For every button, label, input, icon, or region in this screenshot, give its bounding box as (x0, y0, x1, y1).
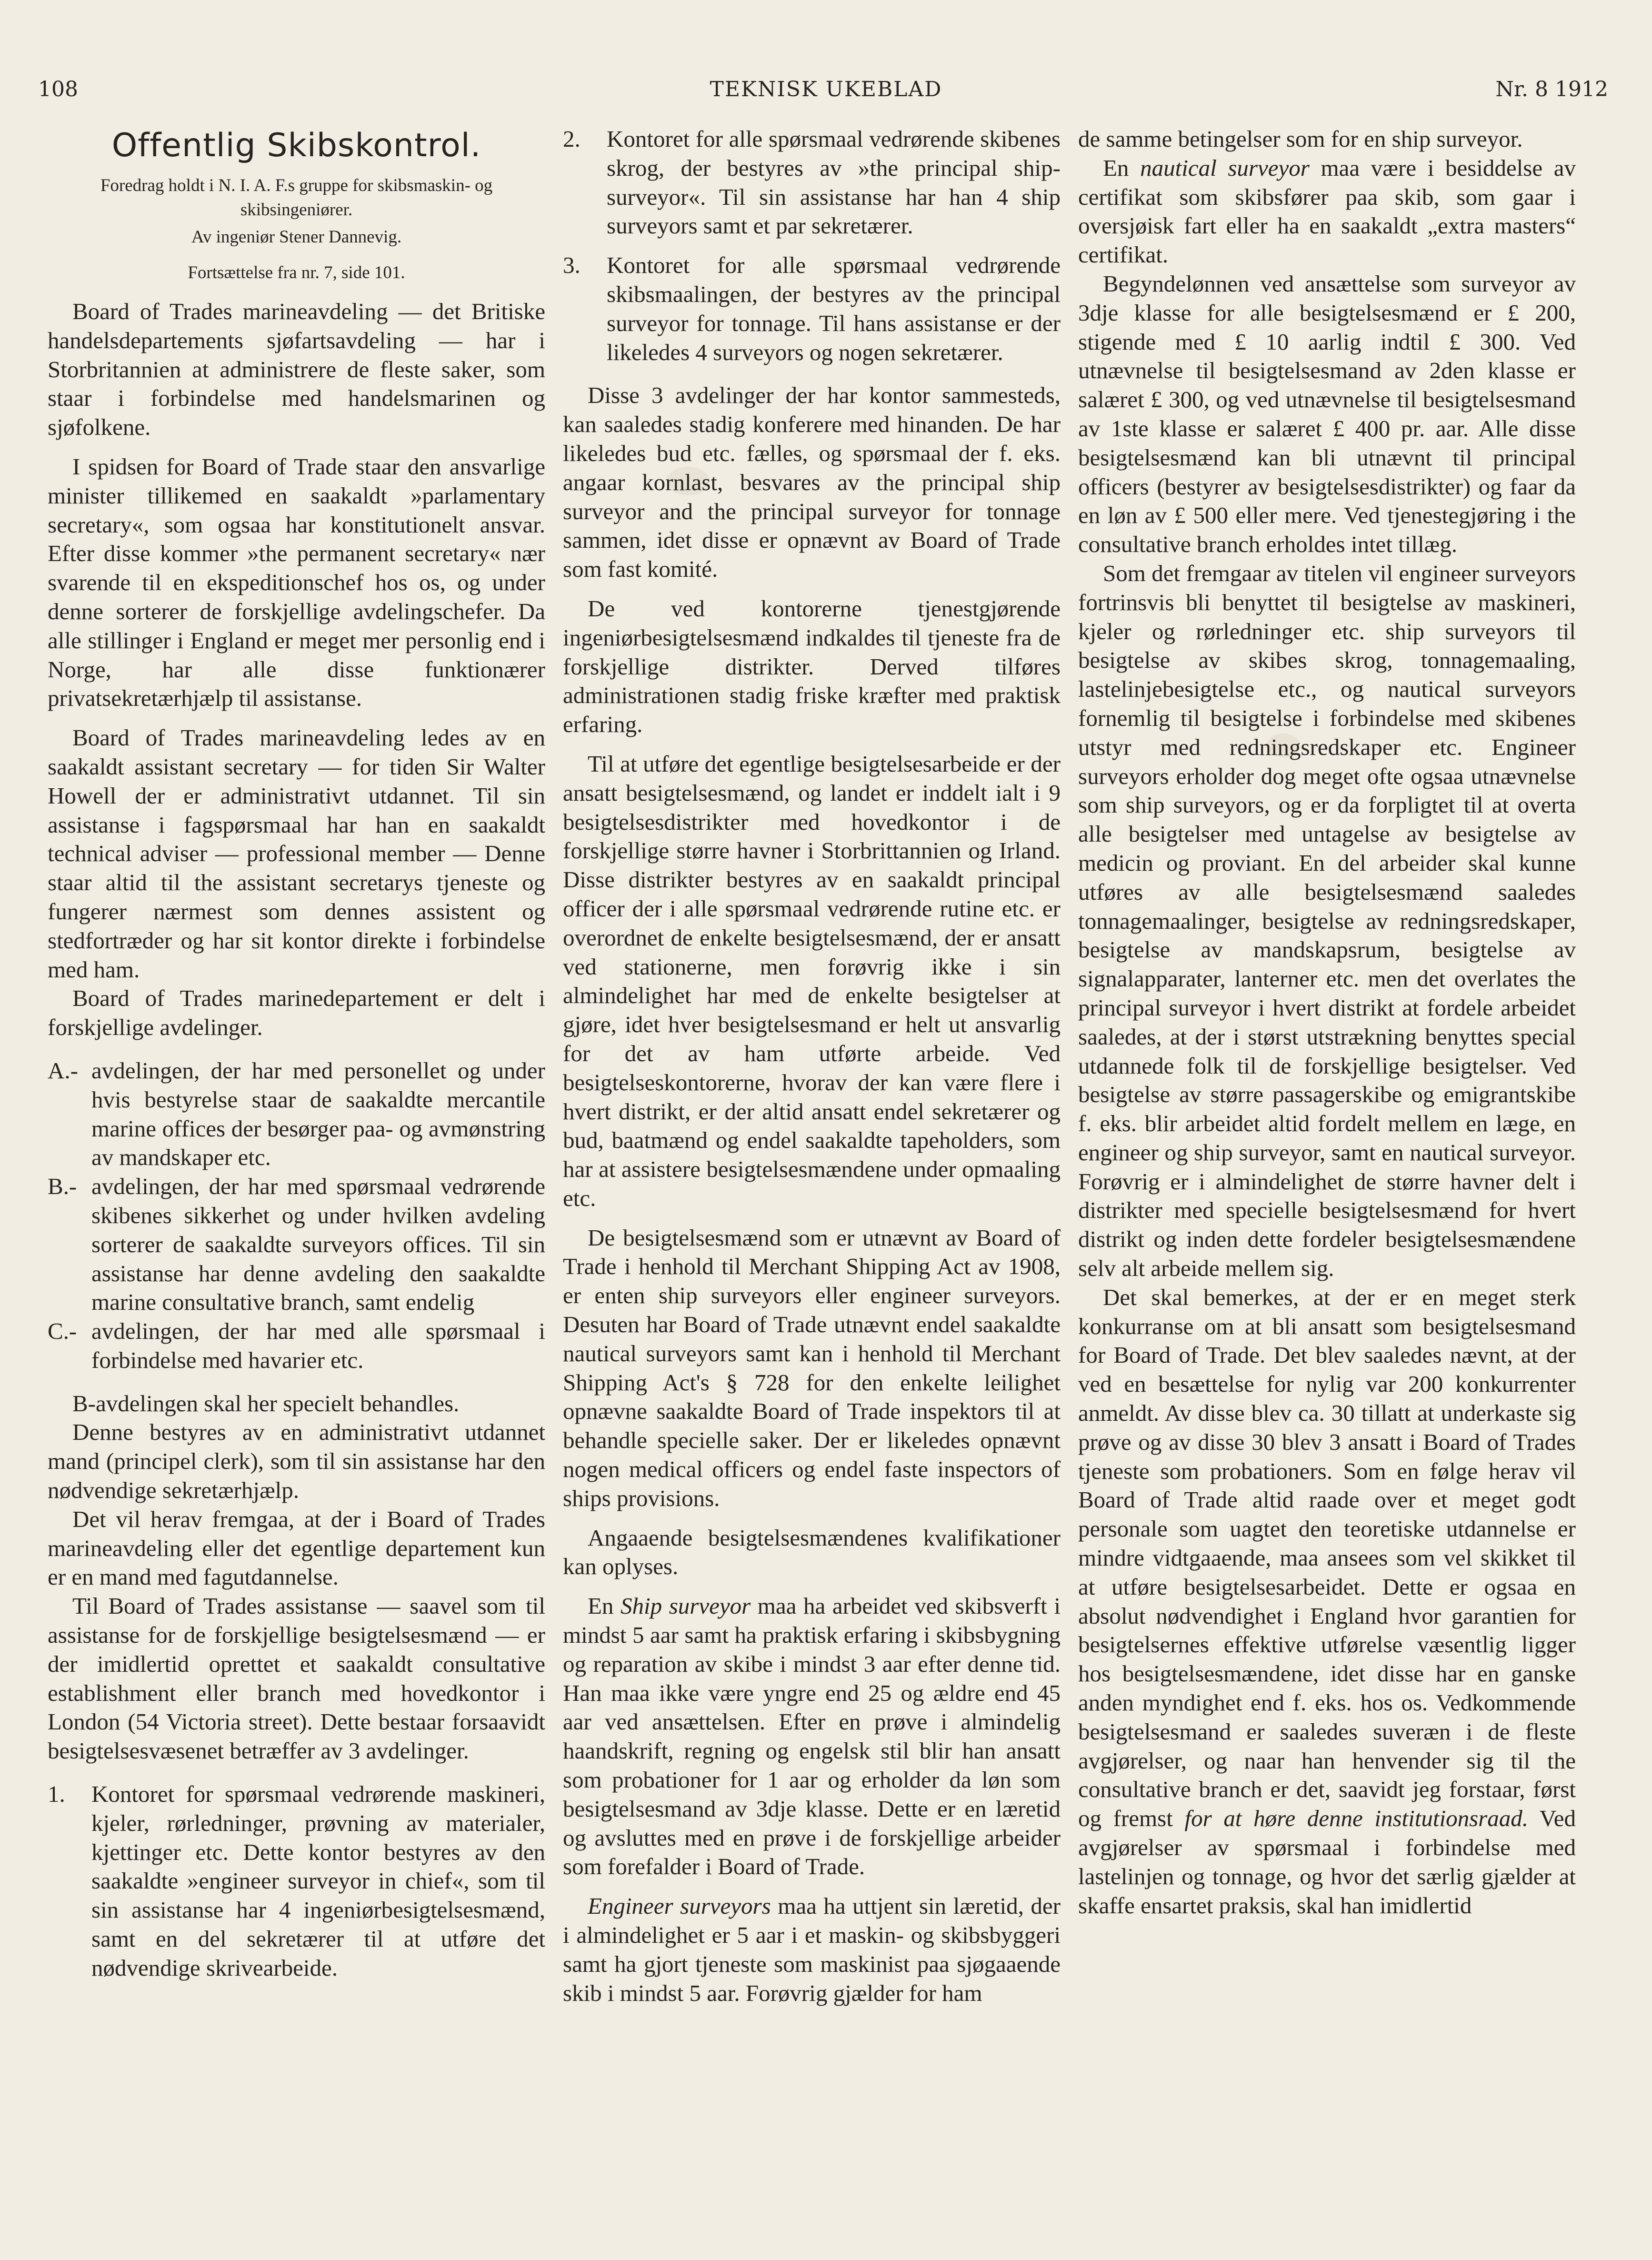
paragraph: De ved kontorerne tjenestgjørende ingeniørbesigtelsesmænd indkaldes til tjeneste fra de forskjellige distrikter. Derved tilføres administrationen stadig friske kræfter med praktisk erfaring. (563, 595, 1061, 738)
paragraph: Board of Trades marineavdeling ledes av en saakaldt assistant secretary — for tiden Sir Walter Howell der er administrativt utdannet. Til sin assistanse i fagspørsmaal har han en saakaldt technical adviser — professional member — Denne staar altid til the assistant secretarys tjeneste og fungerer nærmest som dennes assistent og stedfortræder og har sit kontor direkte i forbindelse med ham. (48, 724, 545, 983)
list-label: B.- (48, 1173, 77, 1200)
list-label: C.- (48, 1318, 77, 1345)
page-header (0, 0, 1652, 124)
paragraph: de samme betingelser som for en ship surveyor. (1078, 126, 1523, 152)
article-subtitle: Foredrag holdt i N. I. A. F.s gruppe for skibsmaskin- og skibsingeniører. (100, 176, 493, 220)
column-3 (1078, 125, 1576, 1920)
paragraph (563, 1892, 1061, 2008)
column-2 (563, 125, 1061, 2008)
numbered-label: 1. (48, 1781, 65, 1808)
numbered-item (563, 251, 1061, 367)
paragraph: Board of Trades marineavdeling — det Britiske handelsdepartements sjøfartsavdeling — har i Storbritannien at administrere de fleste saker, som staar i forbindelse med handelsmarinen og sjøfolkene. (48, 298, 545, 441)
text-run: maa ha uttjent sin læretid, der i almindelighet er 5 aar i et maskin- og skibsbyggeri samt ha gjort tjeneste som maskinist paa sjøgaaende skib i mindst 5 aar. Forøvrig gjælder for ham (563, 1893, 1061, 2006)
continuation-note: Fortsættelse fra nr. 7, side 101. (188, 263, 405, 282)
list-text: avdelingen, der har med spørsmaal vedrørende skibenes sikkerhet og under hvilken avdeling sorterer de saakaldte surveyors offices. Til sin assistanse har denne avdeling den saakaldte marine consultative branch, samt endelig (91, 1173, 545, 1316)
paragraph: De besigtelsesmænd som er utnævnt av Board of Trade i henhold til Merchant Shipping Act av 1908, er enten ship surveyors eller engineer surveyors. Desuten har Board of Trade utnævnt endel saakaldte nautical surveyors samt kan i henhold til Merchant Shipping Act's § 728 for den enkelte leilighet opnævne saakaldte Board of Trade inspektors til at behandle specielle saker. Der er likeledes opnævnt nogen medical officers og endel faste inspectors of ships provisions. (563, 1224, 1061, 1511)
page-number: 108 (38, 77, 78, 101)
paragraph: Til Board of Trades assistanse — saavel som til assistanse for de forskjellige besigtelsesmænd — er der imidlertid oprettet et saakaldt consultative establishment eller branch med hovedkontor i London (54 Victoria street). Dette bestaar forsaavidt besigtelsesvæsenet betræffer av 3 avdelinger. (48, 1593, 545, 1764)
paragraph (563, 1592, 1061, 1881)
text-run: En (1103, 154, 1129, 181)
journal-title: TEKNISK UKEBLAD (710, 77, 942, 101)
list-item (48, 1056, 545, 1172)
article-author: Av ingeniør Stener Dannevig. (191, 227, 402, 247)
text-run: maa ha arbeidet ved skibsverft i mindst 5 aar samt ha praktisk erfaring i skibsbygning og reparation av skibe i mindst 3 aar efter denne tid. Han maa ikke være yngre end 25 og ældre end 45 aar ved ansættelsen. Efter en prøve i almindelig haandskrift, regning og engelsk stil blir han ansatt som probationer for 1 aar og erholder da løn som besigtelsesmand av 3dje klasse. Dette er en læretid og avsluttes med en prøve i de forskjellige arbeider som forefalder i Board of Trade. (563, 1593, 1061, 1880)
text-run: maa være i besiddelse av certifikat som skibsfører paa skib, som gaar i oversjøisk fart eller ha en saakaldt „extra masters“ certifikat. (1078, 154, 1576, 268)
numbered-text: Kontoret for spørsmaal vedrørende maskineri, kjeler, rørledninger, prøvning av materialer, kjettinger etc. Dette kontor bestyres av den saakaldte »engineer surveyor in chief«, som til sin assistanse har 4 ingeniørbesigtelsesmænd, samt en del sekretærer til at utføre det nødvendige skrivearbeide. (91, 1781, 545, 1981)
paragraph: Disse 3 avdelinger der har kontor sammesteds, kan saaledes stadig konferere med hinanden. De har likeledes bud etc. fælles, og spørsmaal der f. eks. angaar kornlast, besvares av the principal ship surveyor and the principal surveyor for tonnage sammen, idet disse er opnævnt av Board of Trade som fast komité. (563, 382, 1061, 583)
list-label: A.- (48, 1057, 78, 1084)
numbered-item (563, 125, 1061, 241)
paragraph: I spidsen for Board of Trade staar den ansvarlige minister tillikemed en saakaldt »parlamentary secretary«, som ogsaa har konstitutionelt ansvar. Efter disse kommer »the permanent secretary« nær svarende til en ekspeditionschef hos os, og under denne sorterer de forskjellige avdelingschefer. Da alle stillinger i England er meget mer personlig end i Norge, har alle disse funktionærer privatsekretærhjælp til assistanse. (48, 453, 545, 712)
list-text: avdelingen, der har med personellet og under hvis bestyrelse staar de saakaldte mercantile marine offices der besørger paa- og avmønstring av mandskaper etc. (91, 1057, 545, 1171)
paragraph: Begyndelønnen ved ansættelse som surveyor av 3dje klasse for alle besigtelsesmænd er £ 200, stigende med £ 10 aarlig indtil £ 300. Ved utnævnelse til besigtelsesmand av 2den klasse er salæret £ 300, og ved utnævnelse til besigtelsesmand av 1ste klasse er salæret £ 400 pr. aar. Alle disse besigtelsesmænd kan bli utnævnt til principal officers (bestyrer av besigtelsesdistrikter) og faar da en løn av £ 500 eller mere. Ved tjenestegjøring i the consultative branch erholdes intet tillæg. (1078, 270, 1576, 558)
paragraph: Denne bestyres av en administrativt utdannet mand (principel clerk), som til sin assistanse har den nødvendige sekretærhjælp. (48, 1419, 545, 1504)
numbered-label: 3. (563, 252, 581, 279)
paragraph: Til at utføre det egentlige besigtelsesarbeide er der ansatt besigtelsesmænd, og landet er inddelt ialt i 9 besigtelsesdistrikter med hovedkontor i de forskjellige større havner i Storbrittannien og Irland. Disse distrikter bestyres av en saakaldt principal officer der i alle spørsmaal vedrørende rutine etc. er overordnet de enkelte besigtelsesmænd, der er ansatt ved stationerne, men forøvrig ikke i sin almindelighet har med de enkelte besigtelser at gjøre, idet hver besigtelsesmand er helt ut ansvarlig for det av ham utførte arbeide. Ved besigtelseskontorerne, hvorav der kan være flere i hvert distrikt, er der altid ansatt endel sekretærer og bud, baatmænd og endel saakaldte tapeholders, som har at assistere besigtelsesmændene under opmaaling etc. (563, 750, 1061, 1211)
paragraph: B-avdelingen skal her specielt behandles. (72, 1390, 460, 1416)
text-run: En (588, 1593, 614, 1619)
paragraph (1078, 1283, 1576, 1920)
numbered-text: Kontoret for alle spørsmaal vedrørende skibsmaalingen, der bestyres av the principal surveyor for tonnage. Til hans assistanse er der likeledes 4 surveyors og nogen sekretærer. (607, 252, 1061, 365)
emphasis: for at høre denne institutionsraad. (1184, 1805, 1529, 1832)
text-run: Ved avgjørelser av spørsmaal i forbindelse med lastelinjen og tonnage, og hvor det særlig gjælder at skaffe ensartet praksis, skal han imidlertid (1078, 1805, 1576, 1918)
paragraph (1078, 154, 1576, 270)
emphasis: nautical surveyor (1140, 154, 1310, 181)
paragraph: Angaaende besigtelsesmændenes kvalifikationer kan oplyses. (563, 1524, 1061, 1580)
paragraph: Det vil herav fremgaa, at der i Board of Trades marineavdeling eller det egentlige departement kun er en mand med fagutdannelse. (48, 1506, 545, 1590)
list-item (48, 1317, 545, 1375)
emphasis: Engineer surveyors (588, 1893, 771, 1919)
article-title: Offentlig Skibskontrol. (111, 127, 481, 164)
list-item (48, 1172, 545, 1317)
numbered-text: Kontoret for alle spørsmaal vedrørende skibenes skrog, der bestyres av »the principal ship-surveyor«. Til sin assistanse har han 4 ship surveyors samt et par sekretærer. (607, 126, 1061, 239)
emphasis: Ship surveyor (621, 1593, 751, 1619)
column-1 (48, 125, 545, 1983)
text-run: Det skal bemerkes, at der er en meget sterk konkurranse om at bli ansatt som besigtelsesmand for Board of Trade. Det blev saaledes nævnt, at der ved en besættelse for nylig var 200 konkurrenter anmeldt. Av disse blev ca. 30 tillatt at underkaste sig prøve og av disse 30 blev 3 ansatt i Board of Trades tjeneste som probationers. Som en følge herav vil Board of Trade altid raade over et meget godt personale som uagtet den teoretiske utdannelse er mindre vidtgaaende, maa ansees som vel skikket til at utføre besigtelsesarbeidet. Dette er ogsaa en absolut nødvendighet i England hvor garantien for besigtelsernes effektive utførelse væsentlig ligger hos besigtelsesmændene, idet disse har en ganske anden myndighet end f. eks. hos os. Vedkommende besigtelsesmand er saaledes suveræn i de fleste avgjørelser, og naar han henvender sig til the consultative branch er det, saavidt jeg forstaar, først og fremst (1078, 1284, 1576, 1832)
paragraph: Board of Trades marinedepartement er delt i forskjellige avdelinger. (48, 985, 545, 1041)
issue-number: Nr. 8 1912 (1495, 77, 1608, 101)
numbered-label: 2. (563, 126, 581, 152)
paragraph: Som det fremgaar av titelen vil engineer surveyors fortrinsvis bli benyttet til besigtelse av maskineri, kjeler og rørledninger etc. ship surveyors til besigtelse av skibes skrog, tonnagemaaling, lastelinjebesigtelse etc., og nautical surveyors fornemlig til besigtelse i forbindelse med skibenes utstyr med redningsredskaper etc. Engineer surveyors erholder dog meget ofte ogsaa utnævnelse som ship surveyors, og er da forpligtet til at overta alle besigtelser med untagelse av besigtelse av medicin og proviant. En del arbeider skal kunne utføres av alle besigtelsesmænd saaledes tonnagemaalinger, besigtelse av redningsredskaper, besigtelse av mandskapsrum, besigtelse av signalapparater, lanterner etc. men det overlates the principal surveyor i hvert distrikt at fordele arbeidet saaledes, at der i størst utstrækning benyttes special utdannede folk til de forskjellige besigtelser. Ved besigtelse av større passagerskibe og emigrantskibe f. eks. blir arbeidet altid fordelt mellem en læge, en engineer og ship surveyor, samt en nautical surveyor. Forøvrig er i almindelighet de større havner delt i distrikter med specielle besigtelsesmænd for hvert distrikt og inden dette fordeler besigtelsesmændene selv alt arbeide mellem sig. (1078, 560, 1576, 1282)
list-text: avdelingen, der har med alle spørsmaal i forbindelse med havarier etc. (91, 1318, 545, 1373)
numbered-item (48, 1780, 545, 1983)
